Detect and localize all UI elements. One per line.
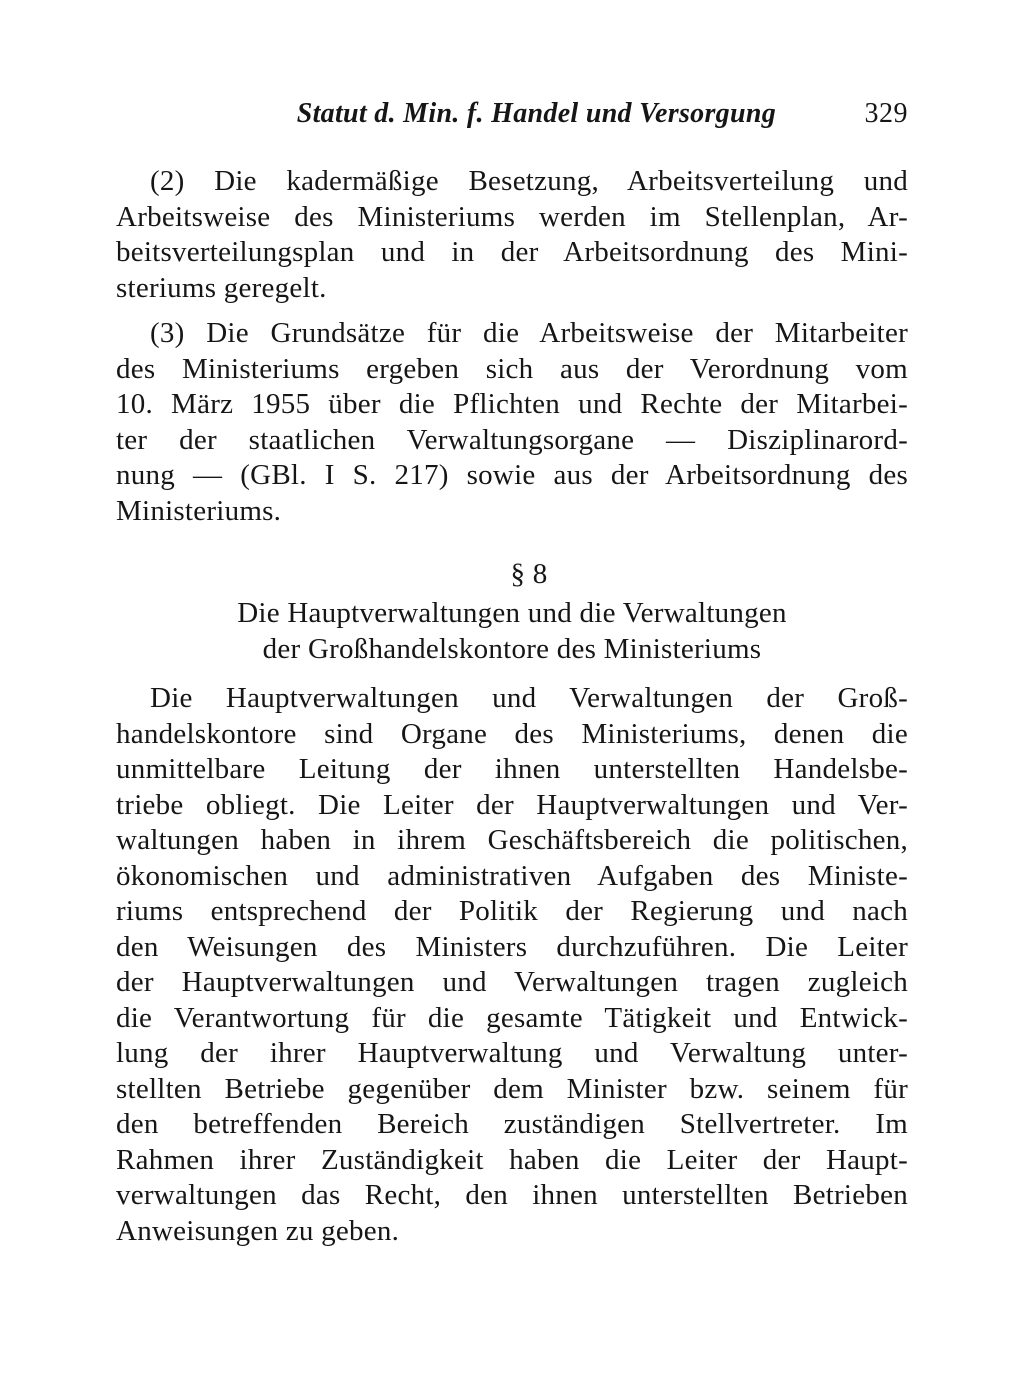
text-line: den betreffenden Bereich zuständigen Stellvertreter. Im bbox=[116, 1108, 908, 1140]
text-line: Anweisungen zu geben. bbox=[116, 1214, 400, 1247]
text-line: (2) Die kadermäßige Besetzung, Arbeitsverteilung und bbox=[150, 165, 908, 197]
text-line: beitsverteilungsplan und in der Arbeitsordnung des Mini- bbox=[116, 236, 908, 268]
section-title-line: der Großhandelskontore des Ministeriums bbox=[262, 633, 762, 665]
paragraph-2 bbox=[116, 164, 908, 306]
text-line: Arbeitsweise des Ministeriums werden im Stellenplan, Ar- bbox=[116, 200, 908, 233]
text-line: triebe obliegt. Die Leiter der Hauptverwaltungen und Ver- bbox=[116, 788, 908, 821]
text-line: Die Hauptverwaltungen und Verwaltungen der Groß- bbox=[150, 682, 908, 714]
text-line: waltungen haben in ihrem Geschäftsbereich die politischen, bbox=[116, 824, 908, 856]
text-line: steriums geregelt. bbox=[116, 271, 327, 304]
page-number: 329 bbox=[864, 98, 908, 129]
text-line: handelskontore sind Organe des Ministeriums, denen die bbox=[116, 717, 908, 750]
text-line: Rahmen ihrer Zuständigkeit haben die Leiter der Haupt- bbox=[116, 1143, 908, 1176]
text-line: 10. März 1955 über die Pflichten und Rechte der Mitarbei- bbox=[116, 388, 908, 420]
text-line: stellten Betriebe gegenüber dem Minister bzw. seinem für bbox=[116, 1072, 908, 1105]
text-line: der Hauptverwaltungen und Verwaltungen tragen zugleich bbox=[116, 966, 908, 998]
text-line: des Ministeriums ergeben sich aus der Verordnung vom bbox=[116, 352, 908, 385]
text-line: verwaltungen das Recht, den ihnen unterstellten Betrieben bbox=[116, 1179, 908, 1211]
text-line: (3) Die Grundsätze für die Arbeitsweise der Mitarbeiter bbox=[150, 317, 908, 349]
text-line: riums entsprechend der Politik der Regierung und nach bbox=[116, 895, 908, 927]
section-8-body bbox=[116, 681, 908, 1249]
text-line: den Weisungen des Ministers durchzuführen. Die Leiter bbox=[116, 930, 908, 963]
running-title: Statut d. Min. f. Handel und Versorgung bbox=[296, 98, 776, 129]
section-title-line: Die Hauptverwaltungen und die Verwaltungen bbox=[237, 597, 787, 629]
running-header bbox=[116, 96, 908, 136]
section-8-heading bbox=[116, 556, 908, 667]
text-line: ökonomischen und administrativen Aufgaben des Ministe- bbox=[116, 859, 908, 892]
text-line: Ministeriums. bbox=[116, 494, 282, 527]
text-line: ter der staatlichen Verwaltungsorgane — Disziplinarord- bbox=[116, 423, 908, 456]
section-number: § 8 bbox=[510, 558, 548, 590]
text-line: die Verantwortung für die gesamte Tätigkeit und Entwick- bbox=[116, 1001, 908, 1034]
text-line: unmittelbare Leitung der ihnen unterstellten Handelsbe- bbox=[116, 753, 908, 785]
text-line: lung der ihrer Hauptverwaltung und Verwaltung unter- bbox=[116, 1037, 908, 1069]
document-page bbox=[116, 96, 908, 1249]
text-line: nung — (GBl. I S. 217) sowie aus der Arbeitsordnung des bbox=[116, 459, 908, 491]
paragraph-3 bbox=[116, 316, 908, 529]
